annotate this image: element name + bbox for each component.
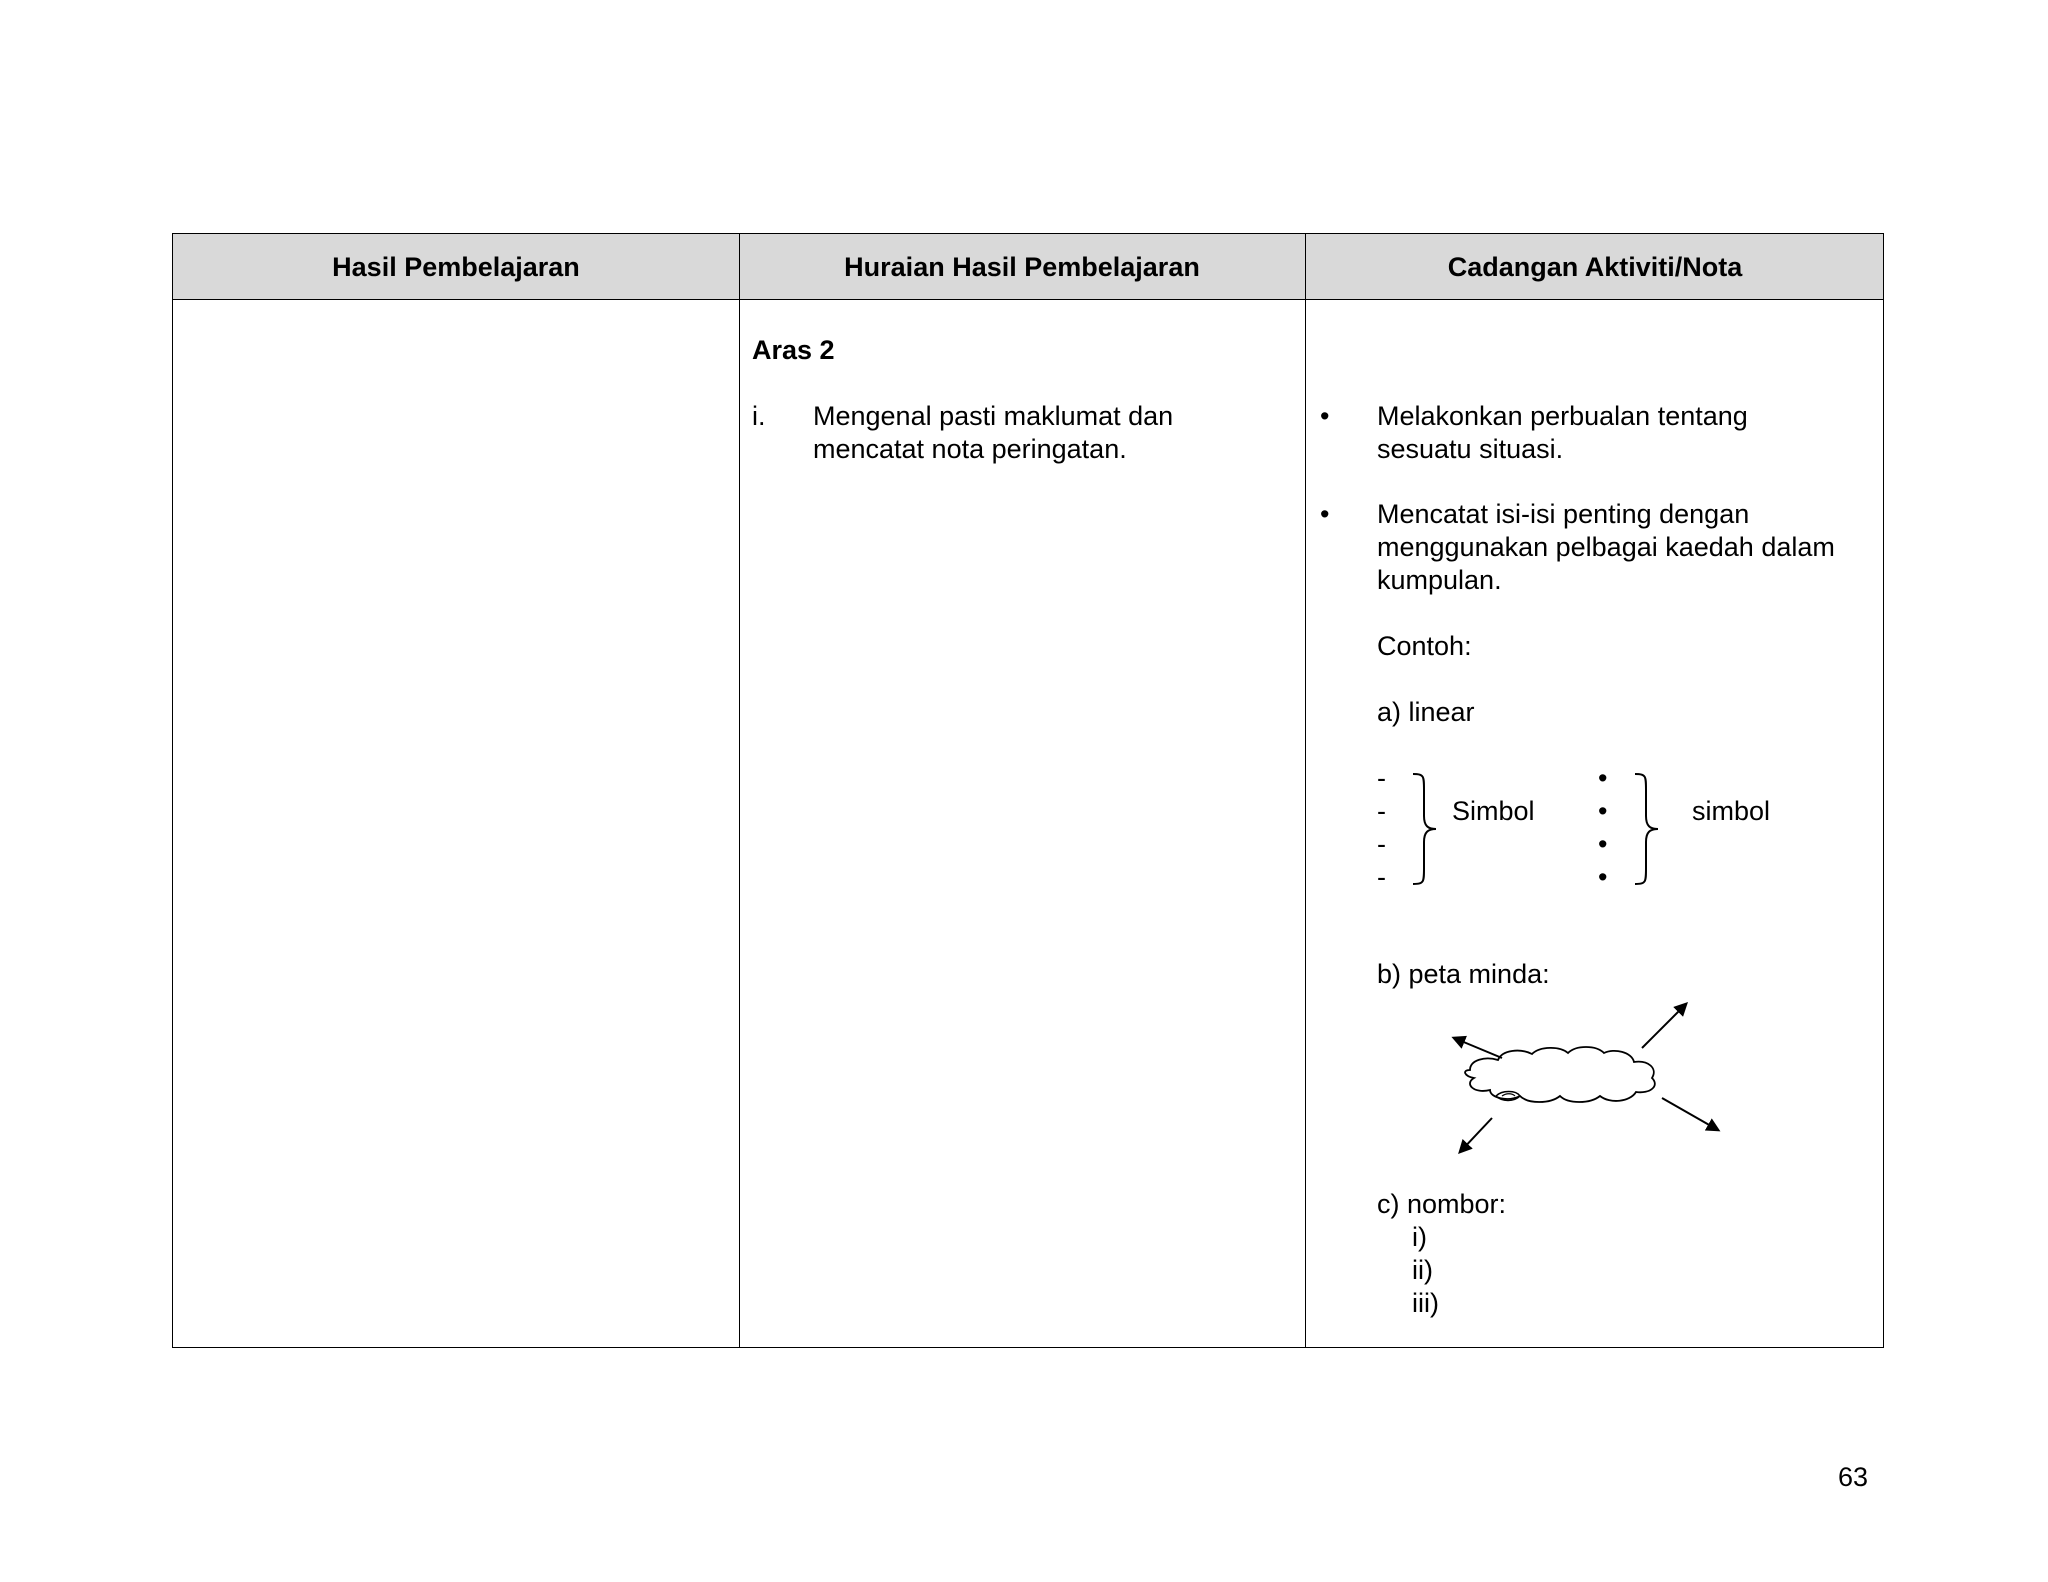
linear-dot: •	[1598, 763, 1608, 793]
linear-dot: •	[1598, 829, 1608, 859]
bullet-text-line: Melakonkan perbualan tentang	[1377, 401, 1748, 431]
number-item: ii)	[1412, 1255, 1433, 1285]
bullet-marker: •	[1320, 401, 1330, 431]
linear-dash: -	[1377, 763, 1386, 793]
header-huraian-hasil-pembelajaran: Huraian Hasil Pembelajaran	[844, 251, 1200, 282]
column-divider	[1305, 234, 1306, 1347]
item-marker: i.	[752, 401, 766, 431]
symbol-label: simbol	[1692, 796, 1771, 826]
bullet-text-line: menggunakan pelbagai kaedah dalam	[1377, 532, 1835, 562]
header-cadangan-aktiviti-nota: Cadangan Aktiviti/Nota	[1447, 251, 1743, 282]
symbol-label: Simbol	[1452, 796, 1535, 826]
curly-brace-icon	[1632, 772, 1662, 886]
linear-dash: -	[1377, 862, 1386, 892]
bullet-text-line: sesuatu situasi.	[1377, 434, 1564, 464]
column-divider	[739, 234, 740, 1347]
mindmap-label: b) peta minda:	[1377, 959, 1550, 989]
number-label: c) nombor:	[1377, 1189, 1507, 1219]
example-label: Contoh:	[1377, 631, 1472, 661]
linear-dot: •	[1598, 862, 1608, 892]
mind-map-cloud-icon	[1440, 990, 1740, 1170]
curly-brace-icon	[1410, 772, 1440, 886]
bullet-marker: •	[1320, 499, 1330, 529]
linear-dot: •	[1598, 796, 1608, 826]
linear-dash: -	[1377, 829, 1386, 859]
linear-dash: -	[1377, 796, 1386, 826]
item-text-line: Mengenal pasti maklumat dan	[813, 401, 1174, 431]
level-heading: Aras 2	[752, 335, 835, 365]
number-item: iii)	[1412, 1288, 1439, 1318]
linear-label: a) linear	[1377, 697, 1475, 727]
page-number: 63	[1838, 1462, 1869, 1492]
item-text-line: mencatat nota peringatan.	[813, 434, 1127, 464]
bullet-text-line: kumpulan.	[1377, 565, 1502, 595]
header-hasil-pembelajaran: Hasil Pembelajaran	[332, 251, 580, 282]
number-item: i)	[1412, 1222, 1427, 1252]
bullet-text-line: Mencatat isi-isi penting dengan	[1377, 499, 1750, 529]
